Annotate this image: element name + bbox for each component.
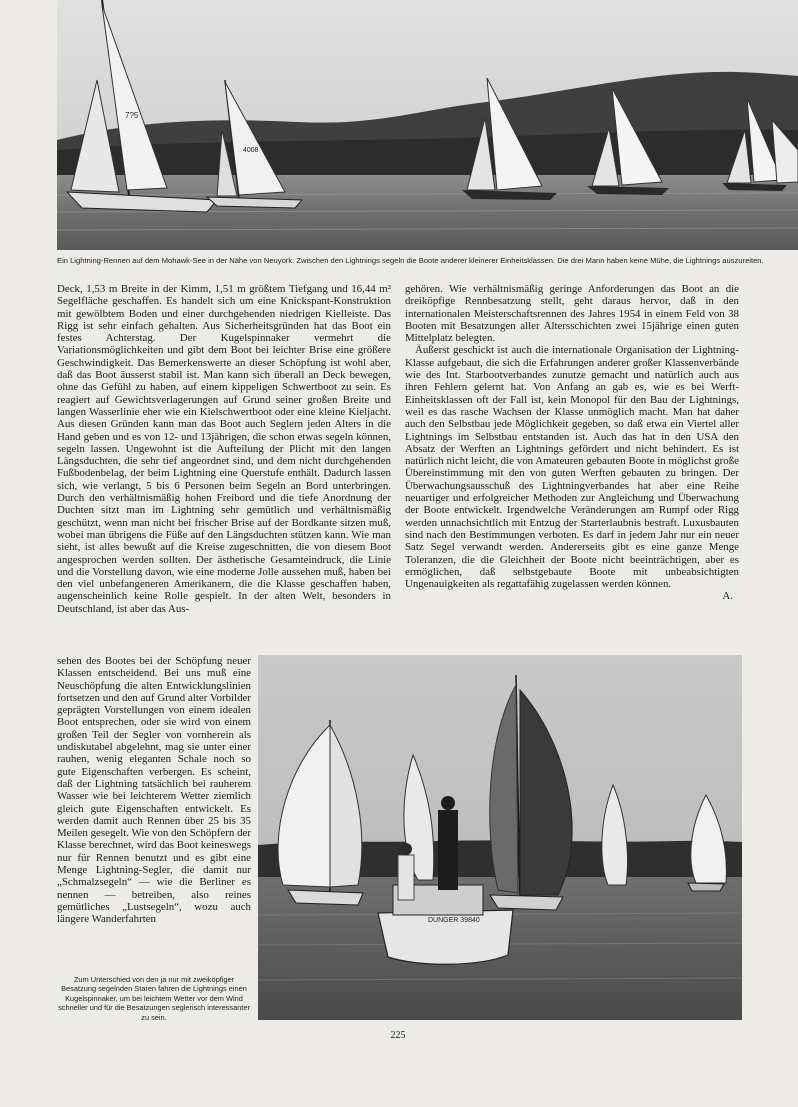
article-column-left-narrow <box>57 655 251 926</box>
hull-lettering: DUNGER 39840 <box>428 917 480 924</box>
bottom-photo-spinnakers <box>258 655 742 1020</box>
bottom-photo-caption: Zum Unterschied von den ja nur mit zweiköpfiger Besatzung segelnden Staren fahren die Lightnings einen Kugelspinnaker, um bei leichtem Wetter vor dem Wind schneller und für die Besatzungen seglerisch interessanter zu sein. <box>58 975 250 1022</box>
sail-number-2: 4008 <box>243 147 259 154</box>
top-photo-lightning-race <box>57 0 798 250</box>
page-number: 225 <box>390 1030 406 1041</box>
article-paragraph: Äußerst geschickt ist auch die internationale Organisation der Lightning-Klasse aufgebaut, die sich die Erfahrungen anderer großer Klassenverbände wie des Int. Starbootverbandes zunutze gemacht und natürlich auch aus ihren Fehlern gelernt hat. Von Anfang an gab es, wie es bei Werft-Einheitsklassen oft der Fall ist, kein Monopol für den Bau der Lightnings, weil es das rasche Wachsen der Klasse unmöglich macht. Man hat daher auch den Selbstbau jede Möglichkeit gegeben, so daß etwa ein Viertel aller Lightnings im Selbstbau entstanden ist. Auch das hat in den USA den Absatz der Werften an Lightnings gefördert und nicht behindert. Es ist natürlich nicht leicht, die von Amateuren gebauten Boote in möglichst große Übereinstimmung mit den von guten Werften gebauten zu bringen. Der Überwachungsausschuß des Lightningverbandes hat aber eine Reihe neuartiger und erfolgreicher Methoden zur Angleichung und Überwachung der Boote entwickelt. Irgendwelche Veränderungen am Rumpf oder Rigg werden unnachsichtlich mit Entzug der Starterlaubnis bestraft. Luxusbauten sind nach den Bestimmungen verboten. Es darf in jedem Jahr nur ein neuer Satz Segel verwandt werden. Andererseits gibt es eine ganze Menge Toleranzen, die die Gleichheit der Boote nicht beeinträchtigen, aber es ermöglichen, daß selbstgebaute Boote mit unbeabsichtigten Ungenauigkeiten als regattafähig zugelassen werden können. <box>405 344 739 591</box>
article-paragraph: Deck, 1,53 m Breite in der Kimm, 1,51 m größtem Tiefgang und 16,44 m² Segelfläche geschaffen. Es handelt sich um eine Knickspant-Konstruktion mit gewölbtem Boden und einer durchgehenden niedrigen Kielleiste. Das Rigg ist sehr einfach gehalten. Aus Sicherheitsgründen hat das Boot ein festes Achterstag. Der Kugelspinnaker vermehrt die Variationsmöglichkeiten und gibt dem Boot bei leichter Brise eine größere Geschwindigkeit. Das Bemerkenswerte an dieser Schöpfung ist wohl aber, daß das Boot äusserst stabil ist. Man kann sich überall an Deck bewegen, ohne das Gefühl zu haben, auf einem kippeligen Schwertboot zu sein. Es reagiert auf Gewichtsverlagerungen auf Grund seiner großen Breite und langen Wasserlinie eher wie ein Kielschwertboot oder eine kleine Kieljacht. Aus diesen Gründen kann man das Boot auch Seglern jeden Alters in die Hand geben und es von 12- und 13jährigen, die schon etwas segeln können, segeln lassen. Ungewohnt ist die Aufteilung der Plicht mit den langen Längsduchten, die sehr tief angeordnet sind, und dem nicht durchgehenden Fußbodenbelag, der beim Lightning eine Querstufe enthält. Dadurch lassen sich, wie verlangt, 5 bis 6 Personen beim Segeln an Bord unterbringen. Durch den verhältnismäßig hohen Freibord und die tiefe Anordnung der Duchten sitzt man im Lightning sehr gemütlich und verhältnismäßig geschützt, wenn man nicht bei frischer Brise auf der Bordkante sitzen muß, wobei man übrigens die Füße auf den Längsduchten stützen kann. Wie man sieht, ist alles bewußt auf die Kreise zugeschnitten, die von diesem Boot angesprochen werden sollten. Der ästhetische Gesamteindruck, die Linie und die Vorstellung davon, wie eine moderne Jolle aussehen muß, haben bei den viel unbefangeneren Amerikanern, die die Klasse geschaffen haben, augenscheinlich keine Rolle gespielt. In der alten Welt, besonders in Deutschland, ist aber das Aus- <box>57 283 391 615</box>
author-signature: A. <box>722 590 733 603</box>
top-photo-caption: Ein Lightning-Rennen auf dem Mohawk-See in der Nähe von Neuyork. Zwischen den Lightnings segeln die Boote anderer kleinerer Einheitsklassen. Die drei Mann haben keine Mühe, die Lightnings auszureiten. <box>57 256 764 265</box>
article-column-right <box>405 283 739 603</box>
sail-number-1: 7?5 <box>125 111 139 120</box>
bottom-photo-drawing <box>258 655 742 1020</box>
article-column-left <box>57 283 391 615</box>
article-paragraph: sehen des Bootes bei der Schöpfung neuer Klassen entscheidend. Bei uns muß eine Neuschöpfung die alten Entwicklungslinien fortsetzen und den auf Grund alter Vorbilder geprägten Vorstellungen von einem idealen Boot entsprechen, oder sie wird von einem großen Teil der Segler von vornherein als undiskutabel abgelehnt, mag sie unter einer rauhen, wenig eleganten Schale noch so gute Eigenschaften verbergen. Es scheint, daß der Lightning tatsächlich bei rauherem Wasser wie bei leichterem Wetter ziemlich gleich gute Eigenschaften entwickelt. Es werden damit auch Rennen über 25 bis 35 Meilen gesegelt. Wie von den Schöpfern der Klasse berechnet, wird das Boot keineswegs nur für Rennen benutzt und es gibt eine Menge Lightning-Segler, die damit nur „Schmalzsegeln“ — wie die Berliner es nennen — betreiben, also reines gemütliches „Lustsegeln“, wozu auch längere Wanderfahrten <box>57 655 251 926</box>
article-paragraph: gehören. Wie verhältnismäßig geringe Anforderungen das Boot an die dreiköpfige Rennbesatzung stellt, geht daraus hervor, daß in den internationalen Meisterschaftsrennen des Jahres 1954 in einem Feld von 38 Booten mit Besatzungen aller Altersschichten zwei 15jährige einen guten Mittelplatz belegten. <box>405 283 739 345</box>
top-photo-drawing <box>57 0 798 250</box>
